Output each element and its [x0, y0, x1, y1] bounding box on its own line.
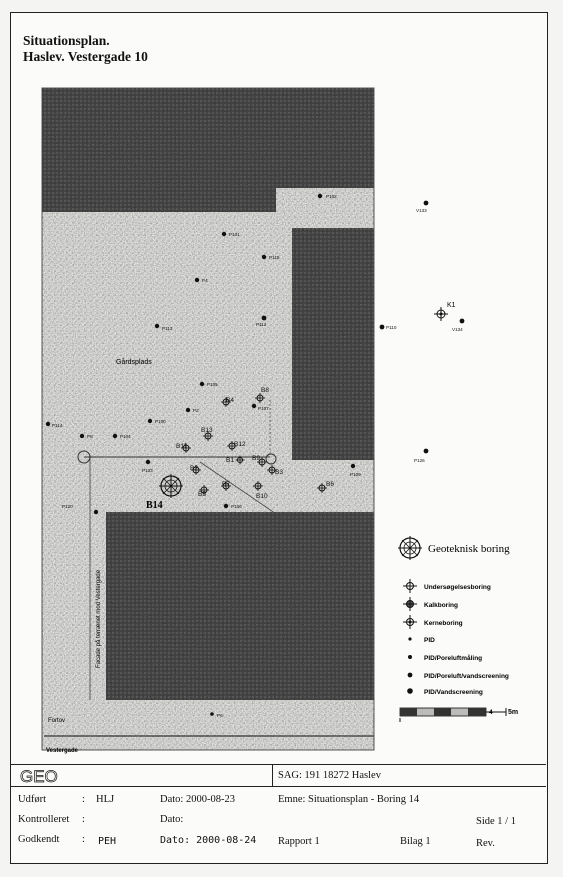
revision: Rev. [476, 838, 495, 849]
point-p105-label: P105 [207, 382, 218, 387]
point-p109-label: P109 [350, 472, 361, 477]
k1-label: K1 [447, 302, 456, 309]
geo-logo [20, 767, 80, 785]
legend-item-6: PID/Vandscreening [424, 689, 483, 696]
boring-b4-label: B4 [226, 397, 234, 404]
vestergade-label: Vestergade [46, 748, 79, 754]
title-line-2: Haslev. Vestergade 10 [23, 49, 148, 64]
undersogelsesboring-icon [403, 579, 417, 593]
scale-bar [400, 708, 518, 722]
sag-number: SAG: 191 18272 Haslev [278, 770, 381, 781]
facade-vertical-label: Facade på terrænet mod Vestergade [96, 569, 102, 668]
legend-item-5: PID/Poreluft/vandscreening [424, 673, 509, 680]
point-p113-label: P113 [162, 326, 173, 331]
boring-b12-label: B12 [234, 441, 246, 448]
legend-item-3: PID [424, 637, 435, 644]
point-p112-label: P112 [256, 322, 267, 327]
pid-icon [408, 637, 411, 640]
point-p104-label: P104 [120, 434, 131, 439]
point-p115-label: P115 [269, 255, 280, 260]
boring-b10-label: B10 [256, 493, 268, 500]
dato-kontrolleret: Dato: [160, 814, 184, 825]
rapport-number: Rapport 1 [278, 836, 320, 847]
point-p101-label: P101 [229, 232, 240, 237]
point-p4-label: P4 [202, 278, 208, 283]
boring-b5-label: B5 [198, 491, 206, 498]
point-p106-label: P106 [231, 504, 242, 509]
boring-b8-label: B8 [261, 387, 269, 394]
scale-end-label: 5m [508, 709, 519, 716]
point-p2-label: P2 [193, 408, 199, 413]
boring-b1-label: B1 [226, 457, 234, 464]
point-p8-label: P8 [87, 434, 93, 439]
title-line-1: Situationsplan. [23, 33, 110, 48]
point-p100-label: P100 [155, 419, 166, 424]
pid-poreluft-icon [408, 655, 412, 659]
b14-label: B14 [146, 500, 163, 511]
point-p103-label: P103 [142, 468, 153, 473]
kerneboring-k1-icon [434, 307, 448, 321]
bilag-number: Bilag 1 [400, 836, 431, 847]
point-p126-label: P126 [414, 458, 425, 463]
legend-geoteknisk-label: Geoteknisk boring [428, 543, 510, 555]
boring-b11-label: B11 [176, 443, 188, 450]
gaardsplads-label: Gårdsplads [116, 359, 152, 366]
boring-b7-label: B7 [222, 481, 230, 488]
kerneboring-icon [403, 615, 417, 629]
kalkboring-icon [403, 597, 417, 611]
godkendt-colon: : [82, 834, 85, 845]
scale-mid-label: 4 [489, 709, 493, 716]
point-p110-label: P110 [386, 325, 397, 330]
boring-b13-label: B13 [201, 427, 213, 434]
side-number: Side 1 / 1 [476, 816, 516, 827]
kontrolleret-label: Kontrolleret [18, 814, 70, 825]
kontrolleret-colon: : [82, 814, 85, 825]
dato-udfort: Dato: 2000-08-23 [160, 794, 235, 805]
point-p107-label: P107 [258, 406, 269, 411]
fortov-label: Fortov [48, 718, 66, 724]
boring-b9-label: B9 [252, 455, 260, 462]
point-p102-label: P102 [326, 194, 337, 199]
legend-item-1: Kalkboring [424, 602, 458, 609]
pid-vandscreening-icon [407, 688, 413, 694]
godkendt-label: Godkendt [18, 834, 60, 845]
pid-poreluft-vand-icon [408, 673, 413, 678]
boring-b6-label: B6 [326, 481, 334, 488]
boring-b3-label: B3 [275, 469, 283, 476]
godkendt-signature: PEH [98, 836, 117, 847]
legend-item-2: Kerneboring [424, 620, 463, 627]
legend-item-4: PID/Poreluftmåling [424, 655, 483, 662]
udfort-colon: : [82, 794, 85, 805]
point-p6-label: P6 [217, 713, 223, 718]
point-v133-label: V133 [416, 208, 427, 213]
dato-godkendt: Dato: 2000-08-24 [160, 835, 257, 846]
title-block [10, 764, 546, 850]
legend-item-0: Undersøgelsesboring [424, 584, 491, 591]
emne: Emne: Situationsplan - Boring 14 [278, 794, 420, 805]
legend [398, 536, 518, 722]
boring-b2-label: B2 [190, 465, 198, 472]
geoteknisk-boring-icon [398, 536, 422, 560]
udfort-value: HLJ [96, 794, 115, 805]
point-p120-label: P120 [62, 504, 73, 509]
udfort-label: Udført [18, 794, 46, 805]
point-p114-label: P114 [52, 423, 63, 428]
point-v134-label: V134 [452, 327, 463, 332]
geo-logo-text: GEO [20, 767, 58, 785]
